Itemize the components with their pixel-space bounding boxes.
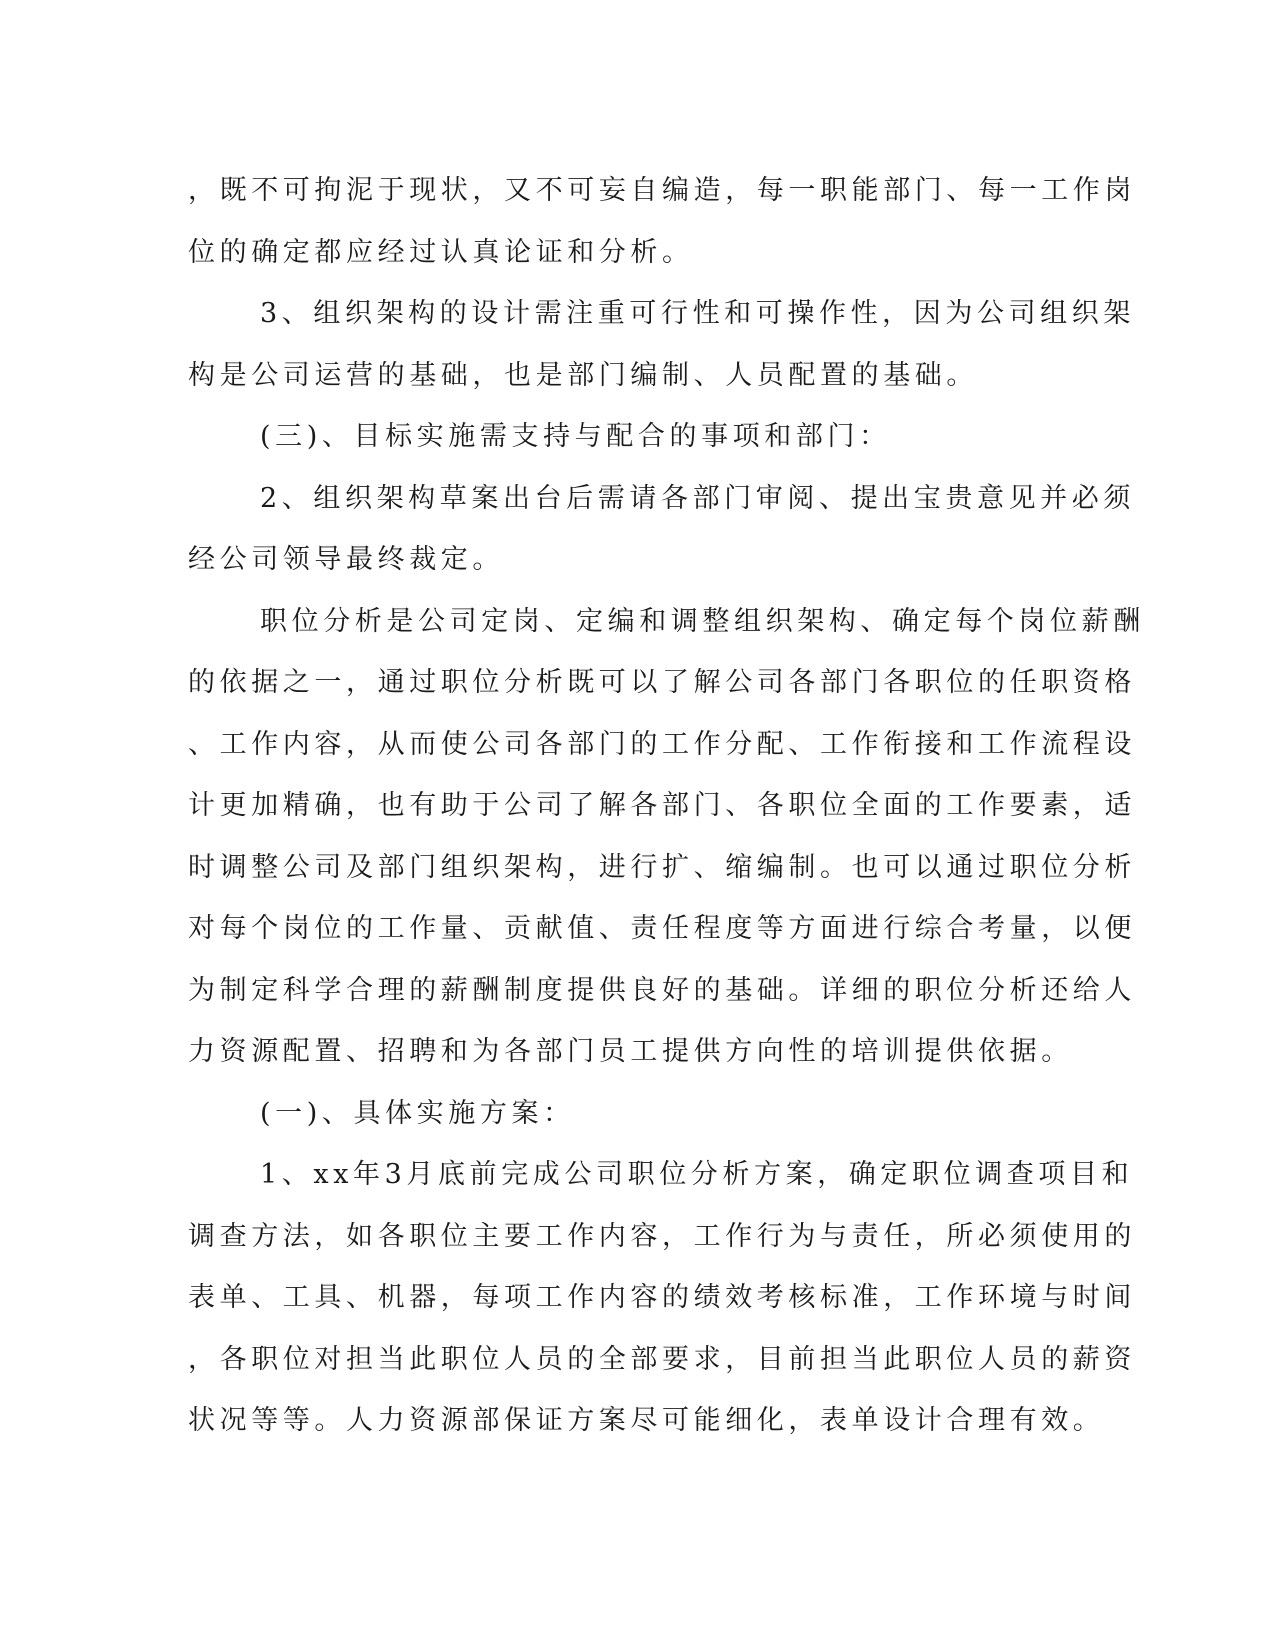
text-line-1: ，既不可拘泥于现状，又不可妄自编造，每一职能部门、每一工作岗 bbox=[188, 175, 1136, 206]
text-line-19: 表单、工具、机器，每项工作内容的绩效考核标准，工作环境与时间 bbox=[188, 1282, 1136, 1313]
section-heading-3: (三)、目标实施需支持与配合的事项和部门： bbox=[260, 421, 891, 452]
text-line-12: 时调整公司及部门组织架构，进行扩、缩编制。也可以通过职位分析 bbox=[188, 851, 1136, 883]
text-line-2: 位的确定都应经过认真论证和分析。 bbox=[188, 236, 694, 268]
text-line-20: ，各职位对担当此职位人员的全部要求，目前担当此职位人员的薪资 bbox=[188, 1343, 1136, 1375]
section-heading-1: (一)、具体实施方案： bbox=[260, 1097, 575, 1129]
text-line-7: 经公司领导最终裁定。 bbox=[188, 544, 504, 575]
text-line-18: 调查方法，如各职位主要工作内容，工作行为与责任，所必须使用的 bbox=[188, 1220, 1136, 1252]
text-line-15: 力资源配置、招聘和为各部门员工提供方向性的培训提供依据。 bbox=[188, 1036, 1073, 1067]
text-line-9: 的依据之一，通过职位分析既可以了解公司各部门各职位的任职资格 bbox=[188, 667, 1136, 698]
text-line-8: 职位分析是公司定岗、定编和调整组织架构、确定每个岗位薪酬 bbox=[260, 605, 1145, 637]
text-line-21: 状况等等。人力资源部保证方案尽可能细化，表单设计合理有效。 bbox=[188, 1405, 1105, 1436]
text-line-4: 构是公司运营的基础，也是部门编制、人员配置的基础。 bbox=[188, 359, 978, 391]
text-line-3: 3、组织架构的设计需注重可行性和可操作性，因为公司组织架 bbox=[260, 298, 1135, 329]
text-line-10: 、工作内容，从而使公司各部门的工作分配、工作衔接和工作流程设 bbox=[188, 728, 1136, 760]
text-line-6: 2、组织架构草案出台后需请各部门审阅、提出宝贵意见并必须 bbox=[260, 482, 1135, 514]
text-line-14: 为制定科学合理的薪酬制度提供良好的基础。详细的职位分析还给人 bbox=[188, 974, 1136, 1006]
text-line-13: 对每个岗位的工作量、贡献值、责任程度等方面进行综合考量，以便 bbox=[188, 913, 1136, 944]
text-line-17: 1、xx年3月底前完成公司职位分析方案，确定职位调查项目和 bbox=[260, 1159, 1134, 1190]
text-line-11: 计更加精确，也有助于公司了解各部门、各职位全面的工作要素，适 bbox=[188, 790, 1136, 821]
document-body bbox=[188, 160, 1145, 1452]
